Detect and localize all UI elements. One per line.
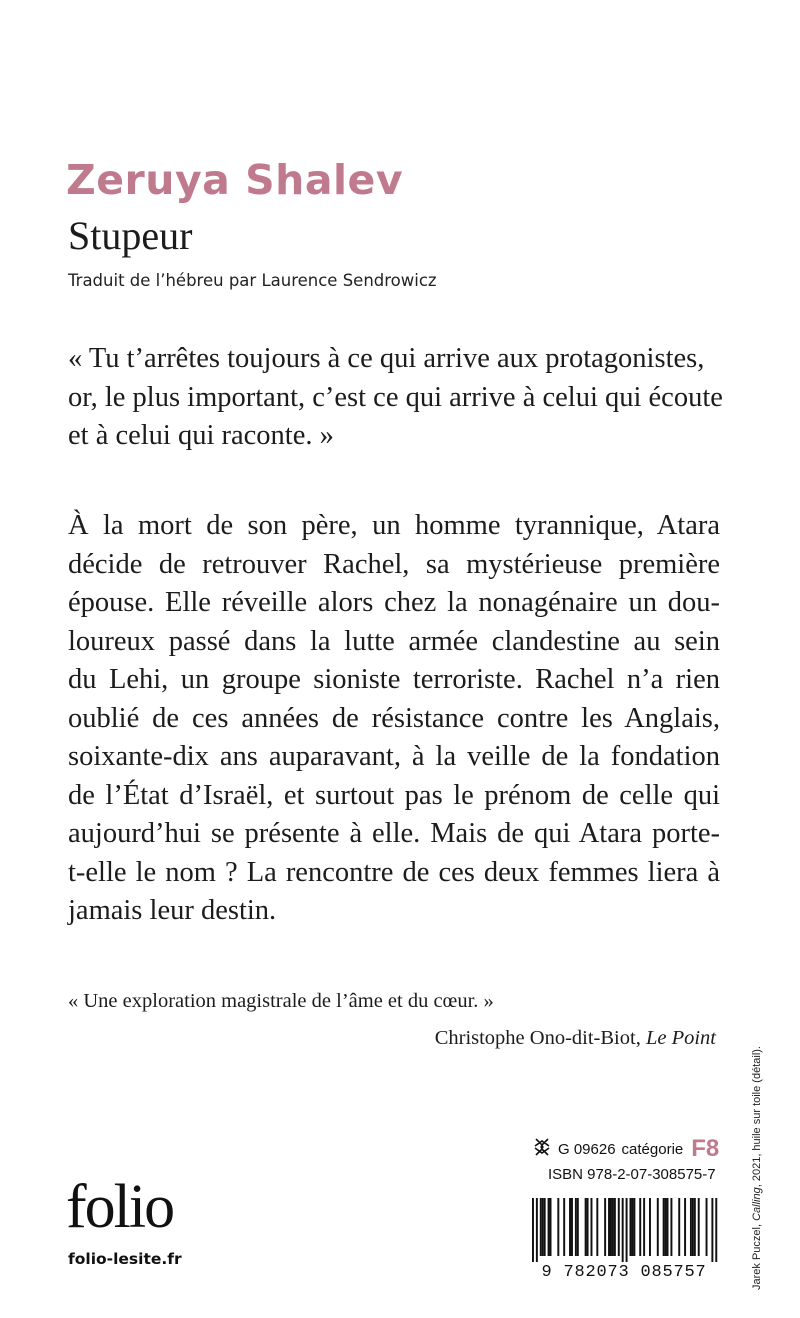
barcode-bar bbox=[643, 1198, 645, 1256]
credit-work: Calling bbox=[751, 1187, 763, 1221]
barcode-bar bbox=[540, 1198, 542, 1256]
barcode-bar bbox=[577, 1198, 579, 1256]
barcode-bar bbox=[692, 1198, 694, 1256]
synopsis-line: t-elle le nom ? La rencontre de ces deux femmes liera à bbox=[68, 856, 720, 888]
barcode-bar bbox=[612, 1198, 614, 1256]
synopsis-line: soixante-dix ans auparavant, à la veille de la fondation bbox=[68, 741, 720, 772]
barcode-bar bbox=[563, 1198, 565, 1256]
barcode-bar bbox=[604, 1198, 606, 1256]
synopsis-line: décide de retrouver Rachel, sa mystérieuse première bbox=[68, 548, 720, 580]
barcode-bar bbox=[657, 1198, 659, 1256]
book-title: Stupeur bbox=[68, 213, 193, 258]
synopsis-line: loureux passé dans la lutte armée clandestine au sein bbox=[68, 625, 720, 657]
barcode-bar bbox=[633, 1198, 635, 1256]
synopsis-line: épouse. Elle réveille alors chez la nonagénaire un dou- bbox=[68, 587, 720, 618]
barcode-bar bbox=[626, 1198, 628, 1262]
barcode-bar bbox=[711, 1198, 713, 1262]
translator-credit: Traduit de l’hébreu par Laurence Sendrowicz bbox=[68, 271, 437, 290]
barcode-bar bbox=[548, 1198, 550, 1256]
synopsis-line: du Lehi, un groupe sioniste terroriste. Rachel n’a rien bbox=[68, 664, 720, 695]
epigraph-line: or, le plus important, c’est ce qui arrive à celui qui écoute bbox=[68, 381, 723, 413]
barcode-bar bbox=[596, 1198, 598, 1256]
epigraph-line: et à celui qui raconte. » bbox=[68, 420, 334, 451]
barcode-bar bbox=[550, 1198, 552, 1256]
review-critic: Christophe Ono-dit-Biot, bbox=[434, 1027, 646, 1049]
barcode-bar bbox=[591, 1198, 593, 1256]
barcode-bar bbox=[649, 1198, 651, 1256]
isbn: ISBN 978-2-07-308575-7 bbox=[548, 1166, 716, 1183]
catalog-code-line bbox=[532, 1136, 719, 1162]
synopsis-line: À la mort de son père, un homme tyrannique, Atara bbox=[68, 510, 720, 541]
category-label: catégorie bbox=[621, 1140, 684, 1158]
barcode-bar bbox=[587, 1198, 589, 1256]
barcode-bar bbox=[715, 1198, 717, 1262]
barcode-bar bbox=[571, 1198, 573, 1256]
barcode-bar bbox=[610, 1198, 612, 1256]
barcode-bar bbox=[694, 1198, 696, 1256]
barcode-bar bbox=[631, 1198, 633, 1256]
barcode-bar bbox=[678, 1198, 680, 1256]
barcode-bar bbox=[690, 1198, 692, 1256]
barcode-bar bbox=[544, 1198, 546, 1256]
credit-details: , 2021, huile sur toile (détail). bbox=[751, 1046, 763, 1188]
epigraph bbox=[68, 340, 723, 456]
synopsis-line: aujourd’hui se présente à elle. Mais de qui Atara porte- bbox=[68, 818, 720, 849]
barcode-bar bbox=[575, 1198, 577, 1256]
synopsis-line: de l’État d’Israël, et surtout pas le prénom de celle qui bbox=[68, 779, 720, 811]
barcode-bar bbox=[536, 1198, 538, 1262]
synopsis-line: jamais leur destin. bbox=[68, 895, 277, 926]
barcode-digits: 9 782073 085757 bbox=[541, 1263, 707, 1278]
barcode-bar bbox=[665, 1198, 667, 1256]
review-quote: « Une exploration magistrale de l’âme et du cœur. » bbox=[68, 990, 494, 1012]
barcode-bar bbox=[622, 1198, 624, 1262]
folio-logo: folio bbox=[66, 1173, 174, 1241]
barcode-bar bbox=[698, 1198, 700, 1256]
epigraph-line: « Tu t’arrêtes toujours à ce qui arrive aux protagonistes, bbox=[68, 343, 705, 374]
author-name: Zeruya Shalev bbox=[66, 156, 404, 204]
barcode-bar bbox=[542, 1198, 544, 1256]
barcode-bar bbox=[667, 1198, 669, 1256]
barcode-bar bbox=[684, 1198, 686, 1256]
barcode-bar bbox=[618, 1198, 620, 1256]
barcode-bar bbox=[532, 1198, 534, 1262]
barcode-bar bbox=[663, 1198, 665, 1256]
barcode-bar bbox=[557, 1198, 559, 1256]
barcode-bar bbox=[706, 1198, 708, 1256]
review-attribution bbox=[435, 1027, 716, 1050]
credit-artist: Jarek Puczel, bbox=[751, 1220, 763, 1290]
barcode-bar bbox=[569, 1198, 571, 1256]
publisher-website: folio-lesite.fr bbox=[68, 1250, 182, 1268]
barcode-bar bbox=[670, 1198, 672, 1256]
review-publication: Le Point bbox=[645, 1027, 716, 1049]
barcode-bar bbox=[639, 1198, 641, 1256]
synopsis-line: oublié de ces années de résistance contre les Anglais, bbox=[68, 702, 720, 734]
barcode bbox=[526, 1198, 722, 1278]
catalog-code: G 09626 bbox=[558, 1140, 616, 1158]
synopsis bbox=[68, 507, 720, 931]
folio-emblem-icon bbox=[532, 1137, 552, 1161]
barcode-bar bbox=[630, 1198, 632, 1256]
cover-credit bbox=[751, 1046, 763, 1290]
category-code: F8 bbox=[691, 1135, 720, 1162]
barcode-bar bbox=[585, 1198, 587, 1256]
barcode-bar bbox=[614, 1198, 616, 1256]
barcode-bar bbox=[608, 1198, 610, 1256]
